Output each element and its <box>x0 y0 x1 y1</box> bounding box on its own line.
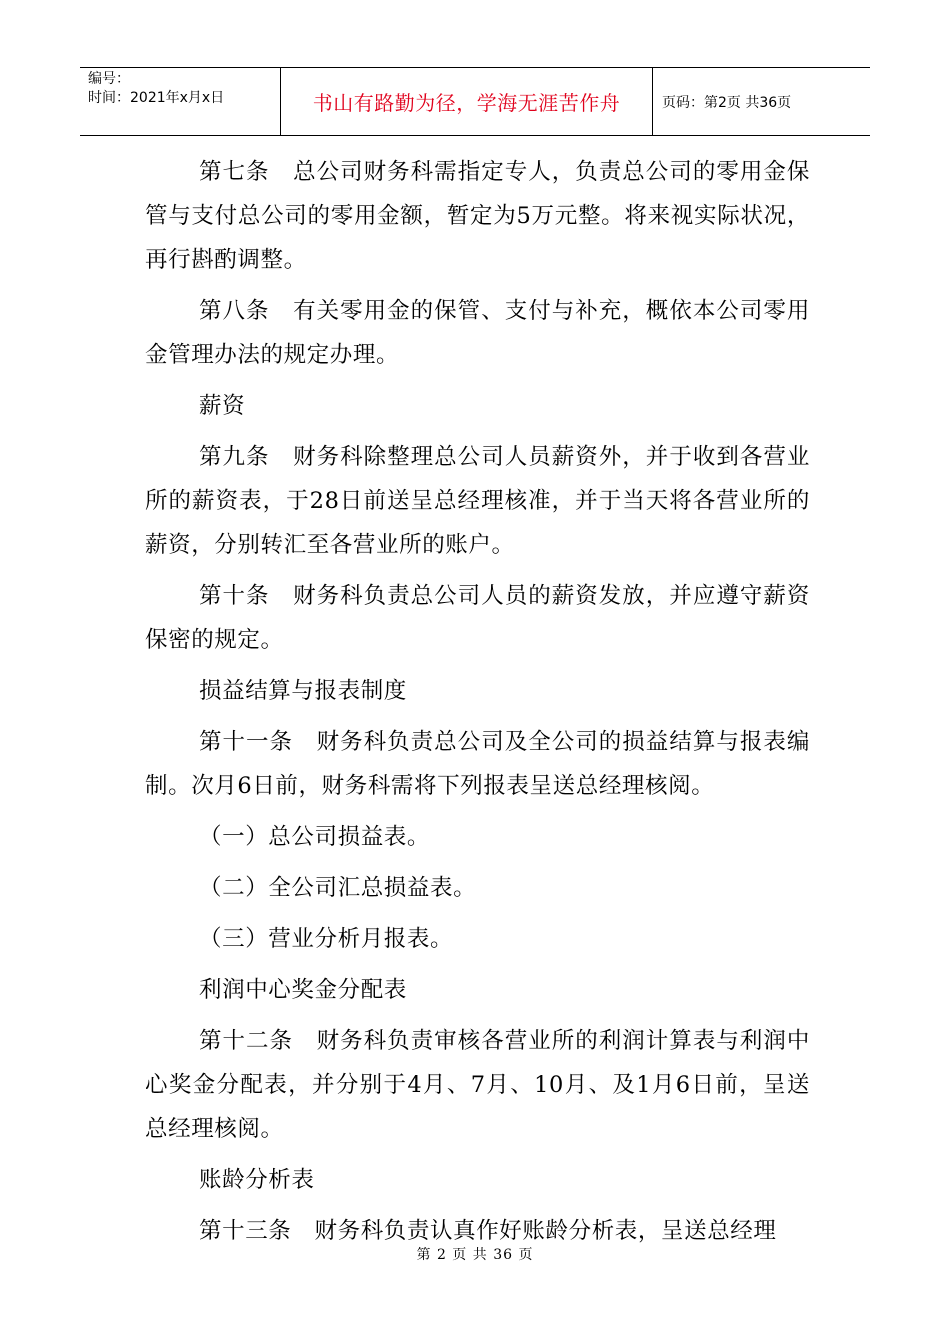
article-9: 第九条 财务科除整理总公司人员薪资外，并于收到各营业所的薪资表，于28日前送呈总经理核准，并于当天将各营业所的薪资，分别转汇至各营业所的账户。 <box>145 444 810 558</box>
header-motto: 书山有路勤为径，学海无涯苦作舟 <box>281 68 653 135</box>
page-header <box>80 67 870 136</box>
page-footer: 第 2 页 共 36 页 <box>416 1247 534 1263</box>
section-heading-aging: 账龄分析表 <box>199 1167 315 1193</box>
section-heading-bonus: 利润中心奖金分配表 <box>199 977 407 1003</box>
article-8: 第八条 有关零用金的保管、支付与补充，概依本公司零用金管理办法的规定办理。 <box>145 298 810 368</box>
doc-number-label: 编号： <box>88 71 130 87</box>
article-13: 第十三条 财务科负责认真作好账龄分析表，呈送总经理 <box>199 1218 777 1244</box>
list-item: （一）总公司损益表。 <box>199 824 431 850</box>
section-heading-settlement: 损益结算与报表制度 <box>199 678 407 704</box>
article-12: 第十二条 财务科负责审核各营业所的利润计算表与利润中心奖金分配表，并分别于4月、7月、10月、及1月6日前，呈送总经理核阅。 <box>145 1028 810 1142</box>
doc-time-label: 时间：2021年x月x日 <box>88 90 225 106</box>
article-10: 第十条 财务科负责总公司人员的薪资发放，并应遵守薪资保密的规定。 <box>145 583 810 653</box>
article-11: 第十一条 财务科负责总公司及全公司的损益结算与报表编制。次月6日前，财务科需将下列报表呈送总经理核阅。 <box>145 729 810 799</box>
article-7: 第七条 总公司财务科需指定专人，负责总公司的零用金保管与支付总公司的零用金额，暂定为5万元整。将来视实际状况，再行斟酌调整。 <box>145 159 810 273</box>
header-page-info: 页码：第2页 共36页 <box>662 94 792 111</box>
document-body <box>145 150 810 1253</box>
list-item: （三）营业分析月报表。 <box>199 926 454 952</box>
section-heading-salary: 薪资 <box>199 393 246 419</box>
list-item: （二）全公司汇总损益表。 <box>199 875 477 901</box>
header-meta <box>80 68 281 135</box>
